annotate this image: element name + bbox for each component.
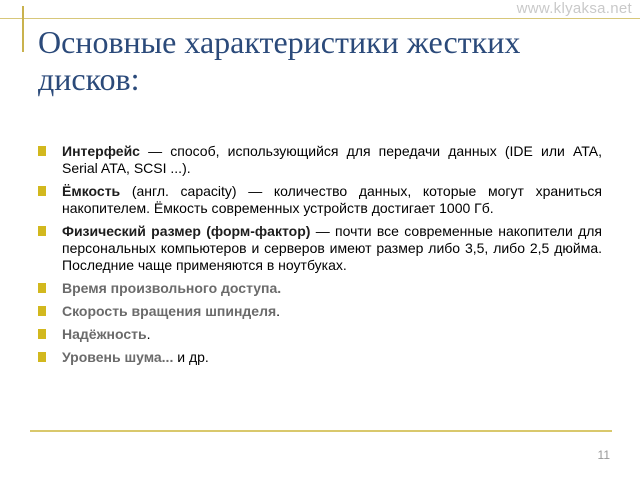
list-item-reliability <box>38 326 602 343</box>
item-term: Скорость вращения шпинделя <box>62 303 277 319</box>
bullet-icon <box>38 146 46 156</box>
bullet-list <box>38 143 602 372</box>
bullet-icon <box>38 329 46 339</box>
list-item-spindle-speed <box>38 303 602 320</box>
list-item-noise-level <box>38 349 602 366</box>
item-text: . <box>146 326 151 342</box>
bullet-icon <box>38 283 46 293</box>
bottom-rule <box>30 430 612 432</box>
page-number: 11 <box>597 448 610 462</box>
item-term: Ёмкость <box>62 183 121 199</box>
list-item-interface <box>38 143 602 177</box>
bullet-icon <box>38 186 46 196</box>
slide-title: Основные характеристики жестких дисков: <box>38 24 521 97</box>
list-item-access-time <box>38 280 602 297</box>
item-text: . <box>276 303 281 319</box>
top-rule <box>0 18 640 19</box>
list-item-capacity <box>38 183 602 217</box>
item-text: — способ, использующийся для передачи данных (IDE или ATA, Serial ATA, SCSI ...). <box>62 143 602 176</box>
item-term: Уровень шума... <box>62 349 174 365</box>
watermark: www.klyaksa.net <box>516 0 632 17</box>
item-text: — почти все современные накопители для персональных компьютеров и серверов имеют размер либо 3,5, либо 2,5 дюйма. Последние чаще применяются в ноутбуках. <box>62 223 602 273</box>
item-term: Надёжность <box>62 326 147 342</box>
item-term: Время произвольного доступа. <box>62 280 282 296</box>
item-term: Физический размер (форм-фактор) <box>62 223 311 239</box>
bullet-icon <box>38 352 46 362</box>
list-item-form-factor <box>38 223 602 274</box>
bullet-icon <box>38 226 46 236</box>
item-text: и др. <box>173 349 209 365</box>
bullet-icon <box>38 306 46 316</box>
item-term: Интерфейс <box>62 143 140 159</box>
left-accent-rule <box>22 6 24 52</box>
item-text: (англ. capacity) — количество данных, которые могут храниться накопителем. Ёмкость современных устройств достигает 1000 Гб. <box>62 183 602 216</box>
